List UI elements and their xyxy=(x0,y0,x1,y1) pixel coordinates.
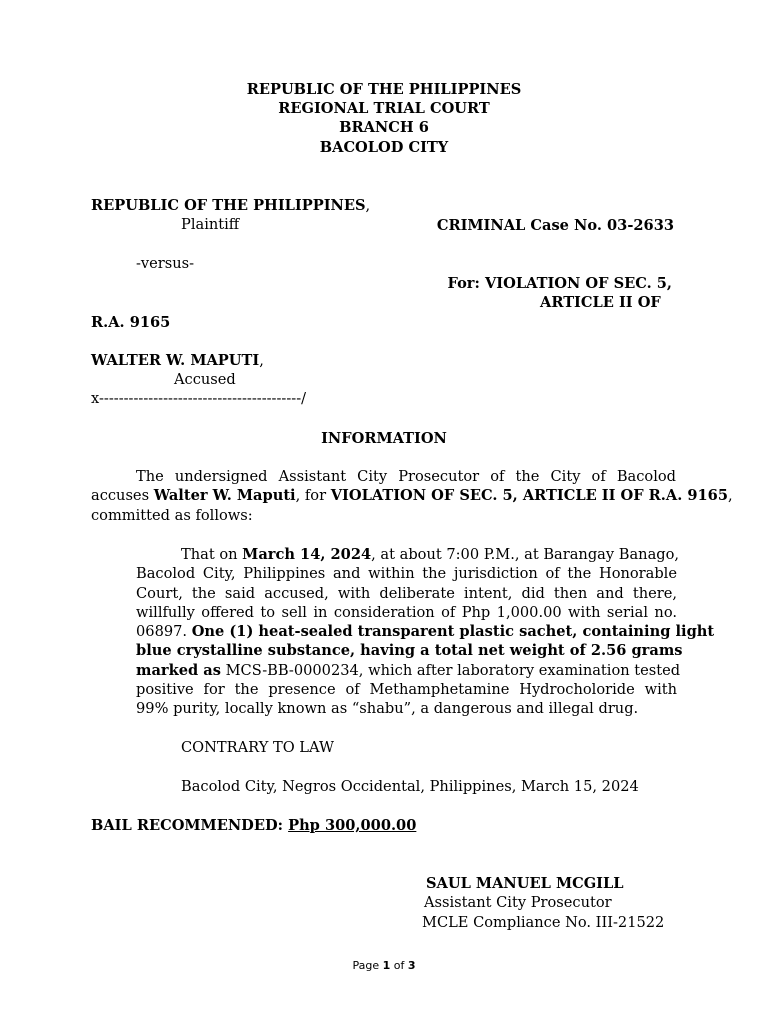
bail-amount: Php 300,000.00 xyxy=(288,817,417,834)
allegation-line-5 xyxy=(136,622,715,641)
plaintiff-name-text: REPUBLIC OF THE PHILIPPINES xyxy=(91,197,366,214)
intro-line-2-e: , xyxy=(727,487,733,505)
intro-line-3: committed as follows: xyxy=(91,506,253,524)
allegation-line-4: willfully offered to sell in consideration of Php 1,000.00 with serial no. xyxy=(136,603,677,621)
accused-comma: , xyxy=(259,352,264,369)
intro-paragraph xyxy=(91,467,733,525)
intro-line-2-c: , for xyxy=(295,487,331,505)
plaintiff-name xyxy=(91,196,370,215)
court-header-line-2: REGIONAL TRIAL COURT xyxy=(278,100,490,117)
evidence-description-3: marked as xyxy=(136,661,221,679)
intro-line-2 xyxy=(91,486,733,505)
court-header-line-4: BACOLOD CITY xyxy=(319,139,449,156)
plaintiff-comma: , xyxy=(365,197,371,214)
case-number: CRIMINAL Case No. 03-2633 xyxy=(436,217,674,234)
of-word: of xyxy=(390,959,408,972)
violation-inline: VIOLATION OF SEC. 5, ARTICLE II OF R.A. 9165 xyxy=(330,487,728,505)
allegation-paragraph xyxy=(136,545,715,719)
intro-line-2-a: accuses xyxy=(91,487,154,505)
versus-label: -versus- xyxy=(136,255,195,272)
bail-recommended xyxy=(91,816,416,835)
allegation-line-2: Bacolod City, Philippines and within the jurisdiction of the Honorable xyxy=(136,565,677,583)
contrary-to-law: CONTRARY TO LAW xyxy=(181,739,334,756)
allegation-line-1-c: , at about 7:00 P.M., at Barangay Banago, xyxy=(371,546,680,563)
allegation-line-7 xyxy=(136,661,681,680)
signatory-title: Assistant City Prosecutor xyxy=(424,894,612,911)
allegation-line-7-b: MCS-BB-0000234, which after laboratory examination tested xyxy=(220,661,681,679)
allegation-line-6: blue crystalline substance, having a total net weight of 2.56 grams xyxy=(136,642,683,660)
allegation-line-3: Court, the said accused, with deliberate intent, did then and there, xyxy=(136,584,677,602)
evidence-description-1: One (1) heat-sealed transparent plastic sachet, containing light xyxy=(191,623,715,641)
plaintiff-role: Plaintiff xyxy=(181,216,240,233)
page-total: 3 xyxy=(407,959,416,972)
signatory-name: SAUL MANUEL MCGILL xyxy=(426,875,624,892)
court-header-line-3: BRANCH 6 xyxy=(339,119,429,136)
page-word: Page xyxy=(352,959,383,972)
intro-line-1: The undersigned Assistant City Prosecutor of the City of Bacolod xyxy=(136,468,676,485)
allegation-line-8: positive for the presence of Methamphetamine Hydrocholoride with xyxy=(136,681,677,699)
charge-line-1: For: VIOLATION OF SEC. 5, xyxy=(447,275,672,292)
court-header-line-1: REPUBLIC OF THE PHILIPPINES xyxy=(246,81,522,98)
accused-name-text: WALTER W. MAPUTI xyxy=(91,352,260,369)
page-number: 1 xyxy=(382,959,391,972)
allegation-line-9: 99% purity, locally known as “shabu”, a dangerous and illegal drug. xyxy=(136,700,639,718)
charge-line-3: R.A. 9165 xyxy=(91,314,171,331)
bail-label: BAIL RECOMMENDED: xyxy=(91,817,289,834)
accused-name-inline: Walter W. Maputi xyxy=(153,487,296,505)
caption-divider: x-----------------------------------------/ xyxy=(91,390,307,407)
page-footer xyxy=(0,956,768,975)
accused-name xyxy=(91,351,264,370)
signatory-mcle: MCLE Compliance No. III-21522 xyxy=(422,914,665,931)
allegation-line-1 xyxy=(136,545,680,564)
allegation-line-5-a: 06897. xyxy=(136,623,192,641)
document-title: INFORMATION xyxy=(321,430,447,447)
accused-role: Accused xyxy=(174,371,236,388)
charge-line-2: ARTICLE II OF xyxy=(540,294,661,311)
incident-date: March 14, 2024 xyxy=(242,546,372,563)
allegation-line-1-a: That on xyxy=(181,546,243,563)
place-and-date: Bacolod City, Negros Occidental, Philippines, March 15, 2024 xyxy=(181,778,639,795)
